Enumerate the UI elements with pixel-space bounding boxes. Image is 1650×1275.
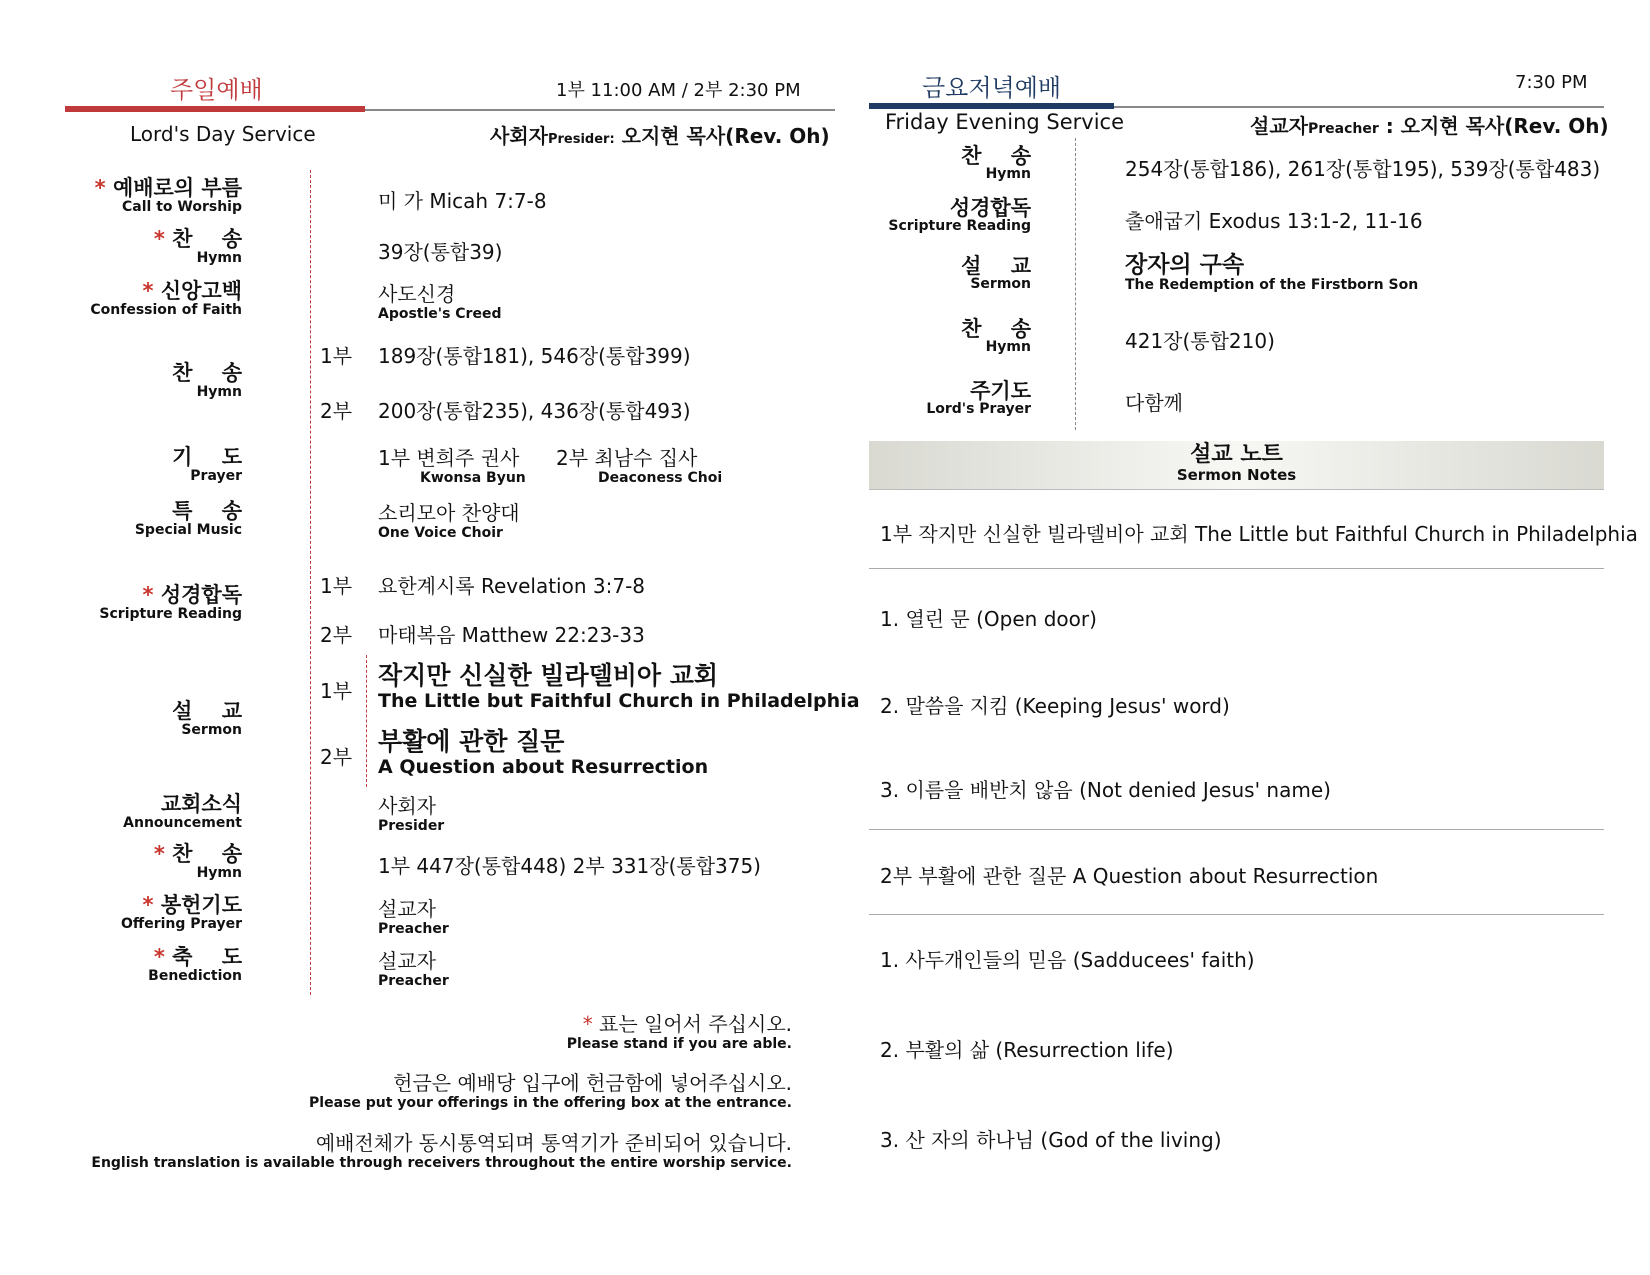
- standing-note: [567, 1012, 792, 1052]
- order-label-en: Lord's Prayer: [926, 401, 1031, 417]
- note-ko: 표는 일어서 주십시오.: [599, 1012, 792, 1036]
- order-label-en: Announcement: [123, 815, 242, 831]
- order-value-en: Preacher: [378, 973, 449, 989]
- order-value-ko: 사회자: [378, 794, 436, 818]
- sermon-note-point: 2. 부활의 삶 (Resurrection life): [880, 1038, 1174, 1062]
- service-part-2: 2부: [320, 623, 353, 647]
- friday-value: 다함께: [1125, 391, 1183, 415]
- service-part-2: 2부: [320, 399, 353, 423]
- order-value: [378, 497, 520, 541]
- order-value-en: Deaconess Choi: [598, 470, 723, 486]
- order-value-ko: 설교자: [378, 949, 436, 973]
- order-value: [378, 790, 444, 834]
- friday-value: 254장(통합186), 261장(통합195), 539장(통합483): [1125, 157, 1601, 181]
- order-value-ko: 소리모아 찬양대: [378, 501, 520, 525]
- order-label-call-to-worship: [95, 177, 242, 215]
- order-label-en: Scripture Reading: [888, 218, 1031, 234]
- order-label-en: Hymn: [985, 166, 1031, 182]
- order-value: 200장(통합235), 436장(통합493): [378, 399, 691, 423]
- order-label-en: Hymn: [985, 339, 1031, 355]
- sermon-notes-title-ko: 설교 노트: [1190, 442, 1283, 467]
- friday-preacher: [1250, 110, 1609, 139]
- friday-value: 출애굽기 Exodus 13:1-2, 11-16: [1125, 209, 1423, 233]
- sermon-note-heading: 1부 작지만 신실한 빌라델비아 교회 The Little but Faithful Church in Philadelphia: [880, 522, 1638, 546]
- note-separator: [869, 568, 1604, 569]
- sermon-divider: [366, 655, 367, 787]
- order-label-hymn-2: [172, 362, 242, 400]
- standing-mark: *: [153, 842, 165, 866]
- friday-label-hymn: [961, 145, 1031, 182]
- sermon-title-en: The Little but Faithful Church in Philadelphia: [378, 690, 860, 712]
- standing-mark: *: [94, 176, 106, 200]
- sermon-note-heading: 2부 부활에 관한 질문 A Question about Resurrection: [880, 864, 1379, 888]
- order-label-en: Sermon: [970, 276, 1031, 292]
- sermon-title-en: The Redemption of the Firstborn Son: [1125, 277, 1419, 293]
- order-value: 요한계시록 Revelation 3:7-8: [378, 574, 646, 598]
- order-label-ko: 찬 송: [172, 361, 242, 385]
- order-label-ko: 찬 송: [172, 227, 242, 251]
- order-label-en: Benediction: [148, 968, 242, 984]
- title-underline-gray: [365, 109, 835, 111]
- presider-label-en: Presider:: [547, 132, 615, 147]
- order-value: [378, 945, 449, 989]
- friday-label-hymn-2: [961, 318, 1031, 355]
- standing-mark: *: [142, 279, 154, 303]
- presider-label-ko: 사회자: [490, 124, 548, 148]
- friday-label-sermon: [961, 255, 1031, 292]
- order-label-ko: 신앙고백: [160, 279, 242, 303]
- service-part-2: 2부: [320, 745, 353, 769]
- sermon-title-1: [378, 662, 860, 712]
- preacher-label-ko: 설교자: [1250, 114, 1308, 138]
- order-value: [378, 893, 449, 937]
- sunday-presider: [490, 120, 830, 149]
- order-label-en: Special Music: [134, 522, 242, 538]
- order-value-ko: 설교자: [378, 897, 436, 921]
- order-label-ko: 설 교: [172, 699, 242, 723]
- note-en: Please put your offerings in the offering box at the entrance.: [309, 1095, 792, 1111]
- friday-label-lords-prayer: [926, 380, 1031, 417]
- order-label-ko: 축 도: [172, 945, 242, 969]
- order-label-ko: 주기도: [970, 379, 1031, 403]
- sermon-note-point: 3. 이름을 배반치 않음 (Not denied Jesus' name): [880, 778, 1331, 802]
- order-value: [378, 278, 501, 322]
- order-value-en: Preacher: [378, 921, 449, 937]
- order-value-ko: 사도신경: [378, 282, 456, 306]
- preacher-label-en: Preacher: [1307, 121, 1379, 137]
- offering-note: [309, 1071, 792, 1111]
- translation-note: [91, 1131, 792, 1171]
- order-label-ko: 특 송: [172, 499, 242, 523]
- order-value: 1부 447장(통합448) 2부 331장(통합375): [378, 854, 761, 878]
- order-label-special-music: [135, 500, 242, 538]
- order-value-ko: 2부 최남수 집사: [556, 446, 698, 470]
- order-label-en: Call to Worship: [122, 199, 242, 215]
- order-label-announcement: [123, 793, 242, 831]
- order-label-ko: 예배로의 부름: [112, 176, 242, 200]
- order-value-en: Apostle's Creed: [378, 306, 502, 322]
- sermon-note-point: 1. 열린 문 (Open door): [880, 607, 1097, 631]
- standing-mark: *: [153, 945, 165, 969]
- order-label-ko: 교회소식: [160, 792, 242, 816]
- standing-mark: *: [153, 227, 165, 251]
- order-value-a: [378, 442, 526, 486]
- sermon-title-ko: 장자의 구속: [1125, 252, 1245, 278]
- sermon-title-ko: 부활에 관한 질문: [378, 727, 565, 756]
- order-label-offering-prayer: [121, 894, 242, 932]
- note-separator: [869, 829, 1604, 830]
- order-label-ko: 찬 송: [172, 842, 242, 866]
- order-label-en: Offering Prayer: [120, 916, 242, 932]
- order-value-ko: 1부 변희주 권사: [378, 446, 520, 470]
- service-part-1: 1부: [320, 574, 353, 598]
- order-value: 189장(통합181), 546장(통합399): [378, 344, 691, 368]
- order-label-en: Scripture Reading: [99, 606, 242, 622]
- standing-mark: *: [582, 1012, 593, 1036]
- order-value-en: One Voice Choir: [378, 525, 503, 541]
- note-en: English translation is available through receivers throughout the entire worship service.: [91, 1155, 792, 1171]
- sermon-notes-header: [869, 441, 1604, 490]
- friday-sermon-title: [1125, 252, 1418, 293]
- order-label-ko: 기 도: [172, 445, 242, 469]
- order-label-ko: 설 교: [961, 254, 1031, 278]
- order-label-ko: 찬 송: [961, 317, 1031, 341]
- note-ko: 예배전체가 동시통역되며 통역기가 준비되어 있습니다.: [315, 1131, 792, 1155]
- title-underline-blue: [869, 103, 1114, 109]
- friday-value: 421장(통합210): [1125, 329, 1275, 353]
- title-underline-gray: [1114, 106, 1604, 108]
- order-label-benediction: [148, 946, 242, 984]
- order-label-ko: 찬 송: [961, 144, 1031, 168]
- order-label-confession: [90, 280, 242, 318]
- friday-service-subtitle: Friday Evening Service: [885, 110, 1125, 134]
- title-underline-red: [65, 106, 365, 112]
- presider-name: 오지현 목사(Rev. Oh): [614, 124, 830, 148]
- order-label-en: Sermon: [181, 722, 242, 738]
- order-value: 미 가 Micah 7:7-8: [378, 189, 547, 213]
- note-ko: 헌금은 예배당 입구에 헌금함에 넣어주십시오.: [393, 1071, 792, 1095]
- order-label-en: Confession of Faith: [90, 302, 242, 318]
- order-label-scripture: [99, 584, 242, 622]
- friday-service-title: 금요저녁예배: [922, 74, 1062, 102]
- sermon-note-point: 3. 산 자의 하나님 (God of the living): [880, 1128, 1222, 1152]
- sermon-note-point: 1. 사두개인들의 믿음 (Sadducees' faith): [880, 948, 1255, 972]
- order-value-en: Presider: [378, 818, 445, 834]
- order-value-en: Kwonsa Byun: [420, 470, 526, 486]
- order-label-hymn: [154, 228, 242, 266]
- friday-service-time: 7:30 PM: [1515, 72, 1588, 93]
- order-divider: [310, 170, 311, 995]
- order-label-ko: 성경합독: [160, 583, 242, 607]
- friday-label-scripture: [888, 197, 1031, 234]
- order-label-en: Prayer: [190, 468, 242, 484]
- order-label-en: Hymn: [196, 250, 242, 266]
- order-value: 마태복음 Matthew 22:23-33: [378, 623, 645, 647]
- sermon-title-2: [378, 728, 708, 778]
- service-part-1: 1부: [320, 679, 353, 703]
- sermon-title-ko: 작지만 신실한 빌라델비아 교회: [378, 661, 719, 690]
- order-label-ko: 봉헌기도: [160, 893, 242, 917]
- preacher-name: : 오지현 목사(Rev. Oh): [1378, 114, 1609, 138]
- sunday-service-times: 1부 11:00 AM / 2부 2:30 PM: [556, 80, 801, 101]
- friday-order-divider: [1075, 138, 1076, 430]
- standing-mark: *: [142, 583, 154, 607]
- order-label-en: Hymn: [196, 384, 242, 400]
- order-label-prayer: [172, 446, 242, 484]
- sunday-service-title: 주일예배: [170, 76, 263, 104]
- sunday-service-subtitle: Lord's Day Service: [130, 122, 316, 146]
- note-separator: [869, 914, 1604, 915]
- service-part-1: 1부: [320, 344, 353, 368]
- order-label-ko: 성경합독: [949, 196, 1031, 220]
- order-label-hymn-3: [154, 843, 242, 881]
- order-label-en: Hymn: [196, 865, 242, 881]
- order-value: 39장(통합39): [378, 240, 503, 264]
- sermon-title-en: A Question about Resurrection: [378, 756, 709, 778]
- order-label-sermon: [172, 700, 242, 738]
- sermon-notes-title-en: Sermon Notes: [1176, 466, 1297, 484]
- sermon-note-point: 2. 말씀을 지킴 (Keeping Jesus' word): [880, 694, 1230, 718]
- standing-mark: *: [142, 893, 154, 917]
- note-en: Please stand if you are able.: [566, 1036, 792, 1052]
- order-value-b: [556, 442, 722, 486]
